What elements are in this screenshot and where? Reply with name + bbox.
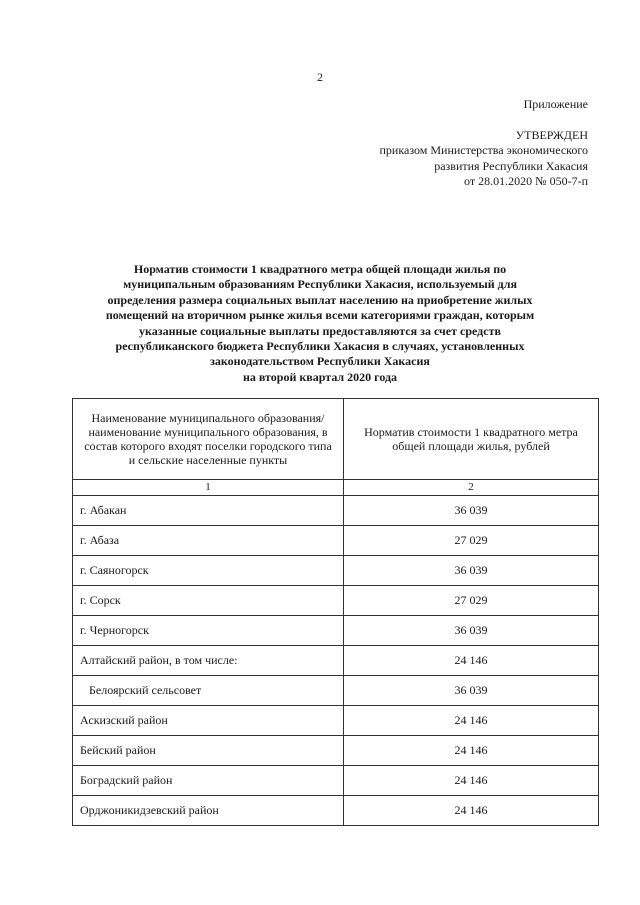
table-row bbox=[73, 796, 599, 826]
approval-line-3: от 28.01.2020 № 050-7-п bbox=[464, 174, 588, 188]
appendix-label: Приложение bbox=[523, 97, 588, 111]
table-row bbox=[73, 676, 599, 706]
table-row bbox=[73, 616, 599, 646]
norm-value: 36 039 bbox=[344, 496, 599, 526]
title-line: Норматив стоимости 1 квадратного метра общей площади жилья по bbox=[133, 262, 507, 276]
title-line: на второй квартал 2020 года bbox=[242, 369, 398, 384]
municipality-name: Аскизский район bbox=[73, 706, 344, 736]
municipality-name: г. Абаза bbox=[73, 526, 344, 556]
norm-value: 24 146 bbox=[344, 766, 599, 796]
municipality-name: Боградский район bbox=[73, 766, 344, 796]
norm-value: 27 029 bbox=[344, 586, 599, 616]
municipality-name: Алтайский район, в том числе: bbox=[73, 646, 344, 676]
header-municipality: Наименование муниципального образования/ наименование муниципального образования, в состав которого входят поселки городского типа и сельские населенные пункты bbox=[73, 399, 344, 480]
title-line: республиканского бюджета Республики Хакасия в случаях, установленных bbox=[115, 339, 525, 354]
table-header-row bbox=[73, 399, 599, 480]
norm-value: 24 146 bbox=[344, 706, 599, 736]
title-line: указанные социальные выплаты предоставляются за счет средств bbox=[139, 323, 501, 338]
table-row bbox=[73, 496, 599, 526]
table-row bbox=[73, 736, 599, 766]
approval-block bbox=[380, 97, 589, 190]
title-line: муниципальным образованиям Республики Хакасия, используемый для bbox=[123, 277, 517, 292]
municipality-name: Орджоникидзевский район bbox=[73, 796, 344, 826]
approval-line-2: развития Республики Хакасия bbox=[434, 158, 588, 173]
title-line: определения размера социальных выплат населению на приобретение жилых bbox=[107, 292, 533, 307]
norm-value: 24 146 bbox=[344, 646, 599, 676]
approval-line-1: приказом Министерства экономического bbox=[379, 143, 588, 157]
norm-value: 36 039 bbox=[344, 676, 599, 706]
municipality-name: г. Сорск bbox=[73, 586, 344, 616]
table-row bbox=[73, 556, 599, 586]
page-number: 2 bbox=[317, 70, 323, 84]
norm-value: 27 029 bbox=[344, 526, 599, 556]
table-row bbox=[73, 646, 599, 676]
column-index-2: 2 bbox=[344, 480, 599, 496]
table-row bbox=[73, 586, 599, 616]
approved-label: УТВЕРЖДЕН bbox=[515, 127, 588, 142]
header-norm-cost: Норматив стоимости 1 квадратного метра общей площади жилья, рублей bbox=[344, 399, 599, 480]
norm-value: 24 146 bbox=[344, 736, 599, 766]
column-index-1: 1 bbox=[73, 480, 344, 496]
norm-value: 36 039 bbox=[344, 616, 599, 646]
document-title bbox=[70, 262, 570, 385]
title-line: помещений на вторичном рынке жилья всеми категориями граждан, которым bbox=[105, 308, 535, 323]
municipality-name: Белоярский сельсовет bbox=[73, 676, 344, 706]
municipality-name: Бейский район bbox=[73, 736, 344, 766]
column-index-row bbox=[73, 480, 599, 496]
municipality-name: г. Саяногорск bbox=[73, 556, 344, 586]
table-row bbox=[73, 706, 599, 736]
norm-table bbox=[72, 398, 599, 826]
norm-value: 36 039 bbox=[344, 556, 599, 586]
municipality-name: г. Черногорск bbox=[73, 616, 344, 646]
title-line: законодательством Республики Хакасия bbox=[210, 354, 430, 369]
table-row bbox=[73, 766, 599, 796]
table-row bbox=[73, 526, 599, 556]
municipality-name: г. Абакан bbox=[73, 496, 344, 526]
norm-value: 24 146 bbox=[344, 796, 599, 826]
